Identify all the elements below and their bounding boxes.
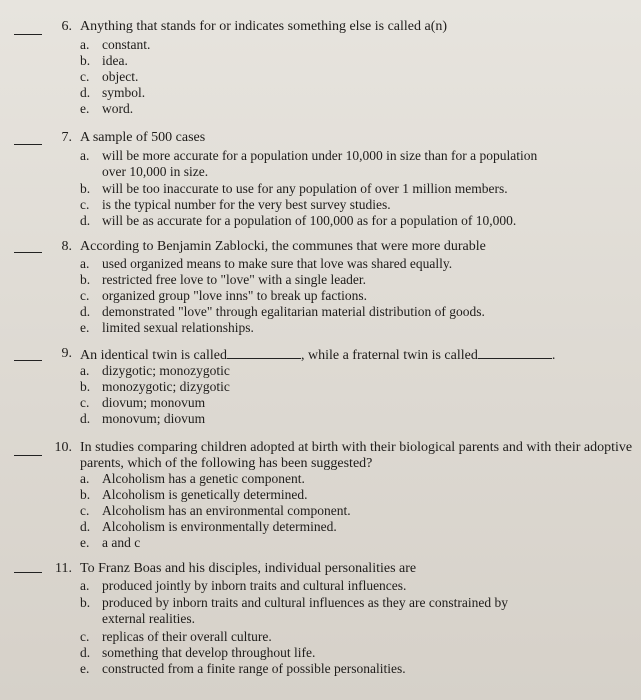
option <box>80 629 272 645</box>
option <box>80 288 367 304</box>
option <box>80 363 230 379</box>
option-letter: d. <box>80 85 91 100</box>
question-stem <box>80 346 555 364</box>
question-stem: According to Benjamin Zablocki, the communes that were more durable <box>80 239 486 254</box>
option-text-continued: over 10,000 in size. <box>102 164 209 179</box>
option-text: demonstrated "love" through egalitarian material distribution of goods. <box>102 304 485 319</box>
option <box>80 411 205 427</box>
option <box>80 661 406 677</box>
option <box>80 181 508 197</box>
option-letter: a. <box>80 578 90 593</box>
option-letter: b. <box>80 595 91 610</box>
option-letter: d. <box>80 304 91 319</box>
stem-part-2: , while a fraternal twin is called <box>300 348 478 363</box>
option <box>80 256 452 272</box>
option-letter: a. <box>80 148 90 163</box>
option <box>80 53 128 69</box>
option-text: limited sexual relationships. <box>102 320 254 335</box>
question-number: 6. <box>61 19 72 34</box>
option <box>80 320 254 336</box>
question-number: 10. <box>54 440 72 455</box>
stem-line: In studies comparing children adopted at birth with their biological parents and with their adoptive <box>80 440 633 455</box>
answer-blank[interactable] <box>14 252 42 253</box>
answer-blank[interactable] <box>14 360 42 361</box>
option <box>80 85 145 101</box>
option-text: dizygotic; monozygotic <box>102 363 230 378</box>
option-text: produced jointly by inborn traits and cultural influences. <box>102 578 407 593</box>
option <box>80 535 140 551</box>
option-text: constructed from a finite range of possible personalities. <box>102 661 406 676</box>
option-text: used organized means to make sure that love was shared equally. <box>102 256 453 271</box>
answer-blank[interactable] <box>14 144 42 145</box>
option-letter: a. <box>80 256 90 271</box>
option-letter: c. <box>80 629 90 644</box>
answer-blank[interactable] <box>14 572 42 573</box>
option-text: Alcoholism has a genetic component. <box>102 471 305 486</box>
option <box>80 304 485 320</box>
option-text: something that develop throughout life. <box>102 645 316 660</box>
option-letter: a. <box>80 471 90 486</box>
option <box>80 595 508 627</box>
option-text: will be too inaccurate to use for any population of over 1 million members. <box>102 181 508 196</box>
question-number: 9. <box>61 346 72 361</box>
option <box>80 213 516 229</box>
question-number: 8. <box>61 239 72 254</box>
option <box>80 519 337 535</box>
question-stem: To Franz Boas and his disciples, individual personalities are <box>80 561 417 576</box>
option <box>80 101 133 117</box>
option-text: will be more accurate for a population under 10,000 in size than for a population <box>102 148 538 163</box>
stem-part-3: . <box>551 348 556 363</box>
option <box>80 37 150 53</box>
stem-part-1: An identical twin is called <box>80 348 227 363</box>
option-text: will be as accurate for a population of 100,000 as for a population of 10,000. <box>102 213 517 228</box>
option-text-continued: external realities. <box>102 611 195 626</box>
option <box>80 272 366 288</box>
option-text: Alcoholism is environmentally determined. <box>102 519 337 534</box>
option-letter: d. <box>80 519 91 534</box>
option-letter: c. <box>80 197 90 212</box>
option-text: produced by inborn traits and cultural influences as they are constrained by <box>102 595 508 610</box>
option-letter: a. <box>80 363 90 378</box>
question-number: 11. <box>55 561 72 576</box>
option <box>80 578 406 594</box>
option <box>80 69 138 85</box>
option-text: word. <box>102 101 134 116</box>
option-letter: e. <box>80 661 90 676</box>
option-letter: d. <box>80 213 91 228</box>
option <box>80 487 307 503</box>
option-text: monozygotic; dizygotic <box>102 379 230 394</box>
option-text: replicas of their overall culture. <box>102 629 272 644</box>
option-letter: b. <box>80 379 91 394</box>
question-stem: Anything that stands for or indicates something else is called a(n) <box>80 19 448 34</box>
option-letter: b. <box>80 53 91 68</box>
fill-blank-1[interactable] <box>227 346 301 359</box>
option-letter: b. <box>80 181 91 196</box>
option-text: Alcoholism has an environmental component. <box>102 503 351 518</box>
option-letter: d. <box>80 645 91 660</box>
option <box>80 148 537 180</box>
option-letter: e. <box>80 320 90 335</box>
option-letter: c. <box>80 288 90 303</box>
option <box>80 395 205 411</box>
option-letter: d. <box>80 411 91 426</box>
option-letter: a. <box>80 37 90 52</box>
option-letter: e. <box>80 535 90 550</box>
option-letter: c. <box>80 395 90 410</box>
option-text: Alcoholism is genetically determined. <box>102 487 308 502</box>
option <box>80 471 305 487</box>
option-letter: e. <box>80 101 90 116</box>
option-letter: c. <box>80 69 90 84</box>
option-text: organized group "love inns" to break up factions. <box>102 288 367 303</box>
option <box>80 197 391 213</box>
option-text: is the typical number for the very best survey studies. <box>102 197 391 212</box>
option <box>80 379 230 395</box>
option-text: restricted free love to "love" with a single leader. <box>102 272 367 287</box>
answer-blank[interactable] <box>14 34 42 35</box>
option-letter: c. <box>80 503 90 518</box>
option-text: monovum; diovum <box>102 411 206 426</box>
option-text: diovum; monovum <box>102 395 206 410</box>
option-text: a and c <box>102 535 141 550</box>
question-number: 7. <box>61 130 72 145</box>
stem-line: parents, which of the following has been suggested? <box>80 456 373 471</box>
question-stem <box>80 440 632 472</box>
option-letter: b. <box>80 272 91 287</box>
option-text: constant. <box>102 37 151 52</box>
answer-blank[interactable] <box>14 455 42 456</box>
option <box>80 645 315 661</box>
fill-blank-2[interactable] <box>478 346 552 359</box>
option <box>80 503 351 519</box>
option-text: symbol. <box>102 85 146 100</box>
option-letter: b. <box>80 487 91 502</box>
question-stem: A sample of 500 cases <box>80 130 206 145</box>
option-text: idea. <box>102 53 128 68</box>
option-text: object. <box>102 69 139 84</box>
